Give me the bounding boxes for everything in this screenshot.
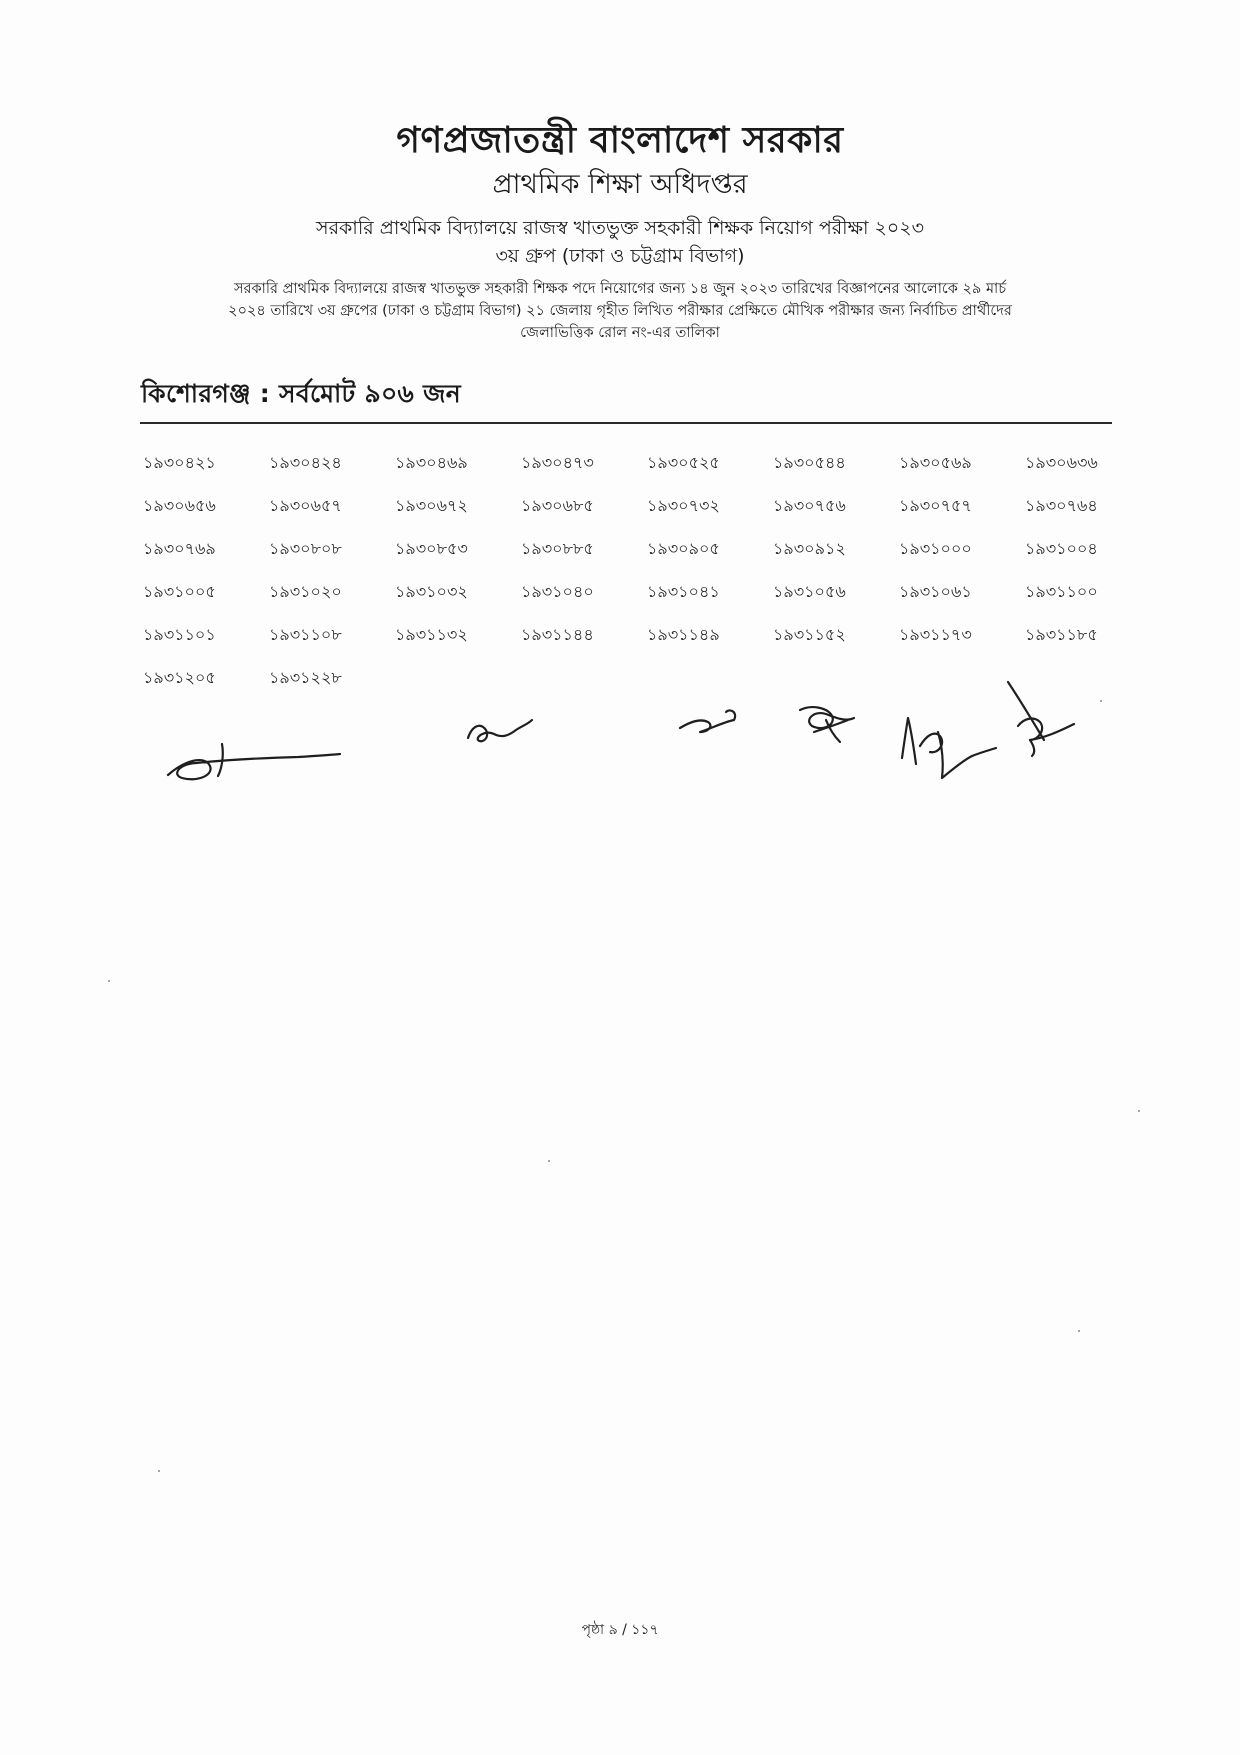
roll-number: ১৯৩০৮৫৩: [395, 539, 468, 558]
roll-number: ১৯৩১০০৫: [143, 582, 216, 601]
roll-number: ১৯৩১০০৪: [1025, 539, 1098, 558]
roll-number: ১৯৩০৭৩২: [647, 496, 720, 515]
roll-number: ১৯৩০৫৬৯: [899, 453, 972, 472]
scan-speck: [108, 980, 110, 982]
roll-number: ১৯৩১০৩২: [395, 582, 468, 601]
roll-number: ১৯৩১০৬১: [899, 582, 972, 601]
signature-1: [168, 744, 340, 779]
signature-4: [800, 707, 854, 742]
roll-number: ১৯৩০৪২১: [143, 453, 216, 472]
roll-number: ১৯৩০৭৫৭: [899, 496, 972, 515]
roll-number: ১৯৩১২০৫: [143, 668, 216, 687]
exam-title: সরকারি প্রাথমিক বিদ্যালয়ে রাজস্ব খাতভুক্ত সহকারী শিক্ষক নিয়োগ পরীক্ষা ২০২৩: [316, 217, 924, 239]
roll-number: ১৯৩১০৪০: [521, 582, 594, 601]
page-number: পৃষ্ঠা ৯ / ১১৭: [581, 1622, 659, 1638]
roll-number: ১৯৩০৬৫৭: [269, 496, 342, 515]
signatures-area: [0, 660, 1240, 840]
roll-number: ১৯৩১০৫৬: [773, 582, 846, 601]
government-title: গণপ্রজাতন্ত্রী বাংলাদেশ সরকার: [396, 120, 844, 161]
scan-speck: [1100, 700, 1102, 702]
roll-number: ১৯৩১০০০: [899, 539, 972, 558]
roll-number: ১৯৩১১০০: [1025, 582, 1098, 601]
roll-number: ১৯৩১১৮৫: [1025, 625, 1098, 644]
roll-number: ১৯৩০৬৭২: [395, 496, 468, 515]
scan-speck: [548, 1160, 550, 1162]
scan-speck: [1138, 1110, 1140, 1112]
signature-2: [468, 720, 532, 741]
roll-number: ১৯৩১১০৮: [269, 625, 342, 644]
notice-text: [120, 278, 1120, 344]
notice-line-2: ২০২৪ তারিখে ৩য় গ্রুপের (ঢাকা ও চট্টগ্রাম বিভাগ) ২১ জেলায় গৃহীত লিখিত পরীক্ষার প্রেক্ষিতে মৌখিক পরীক্ষার জন্য নির্বাচিত প্রার্থীদের: [228, 303, 1012, 319]
roll-number: ১৯৩০৪৭৩: [521, 453, 594, 472]
roll-number: ১৯৩০৮৮৫: [521, 539, 594, 558]
roll-number: ১৯৩০৭৬৪: [1025, 496, 1098, 515]
roll-number: ১৯৩১১৩২: [395, 625, 468, 644]
page-footer: [0, 1618, 1240, 1642]
roll-number: ১৯৩০৫৪৪: [773, 453, 846, 472]
signature-3: [680, 710, 735, 732]
roll-number: ১৯৩০৯১২: [773, 539, 846, 558]
roll-number: ১৯৩১০২০: [269, 582, 342, 601]
scan-speck: [1078, 1330, 1080, 1332]
roll-number: ১৯৩০৪২৪: [269, 453, 342, 472]
notice-line-3: জেলাভিত্তিক রোল নং-এর তালিকা: [520, 325, 720, 341]
heading-divider: [140, 422, 1112, 424]
department-title: প্রাথমিক শিক্ষা অধিদপ্তর: [492, 169, 748, 200]
district-heading: কিশোরগঞ্জ : সর্বমোট ৯০৬ জন: [141, 379, 461, 408]
roll-number: ১৯৩০৫২৫: [647, 453, 720, 472]
signature-5: [902, 682, 1074, 778]
roll-number: ১৯৩০৯০৫: [647, 539, 720, 558]
roll-number: ১৯৩০৭৬৯: [143, 539, 216, 558]
roll-number: ১৯৩০৮০৮: [269, 539, 342, 558]
roll-number: ১৯৩১১৪৪: [521, 625, 594, 644]
roll-number: ১৯৩১১৭৩: [899, 625, 972, 644]
document-header: [120, 118, 1120, 344]
roll-number: ১৯৩০৭৫৬: [773, 496, 846, 515]
roll-number: ১৯৩০৬৮৫: [521, 496, 594, 515]
roll-number: ১৯৩১১৪৯: [647, 625, 720, 644]
roll-number: ১৯৩১০৪১: [647, 582, 720, 601]
roll-number: ১৯৩১১৫২: [773, 625, 846, 644]
signature-6-tick: [1030, 740, 1034, 756]
group-title: ৩য় গ্রুপ (ঢাকা ও চট্টগ্রাম বিভাগ): [495, 245, 745, 267]
roll-number: ১৯৩১২২৮: [269, 668, 342, 687]
roll-number: ১৯৩০৬৩৬: [1025, 453, 1098, 472]
notice-line-1: সরকারি প্রাথমিক বিদ্যালয়ে রাজস্ব খাতভুক্ত সহকারী শিক্ষক পদে নিয়োগের জন্য ১৪ জুন ২০২৩ তারিখের বিজ্ঞাপনের আলোকে ২৯ মার্চ: [233, 281, 1007, 297]
roll-number: ১৯৩০৪৬৯: [395, 453, 468, 472]
roll-number: ১৯৩১১০১: [143, 625, 216, 644]
roll-number: ১৯৩০৬৫৬: [143, 496, 216, 515]
scan-speck: [158, 1470, 160, 1472]
